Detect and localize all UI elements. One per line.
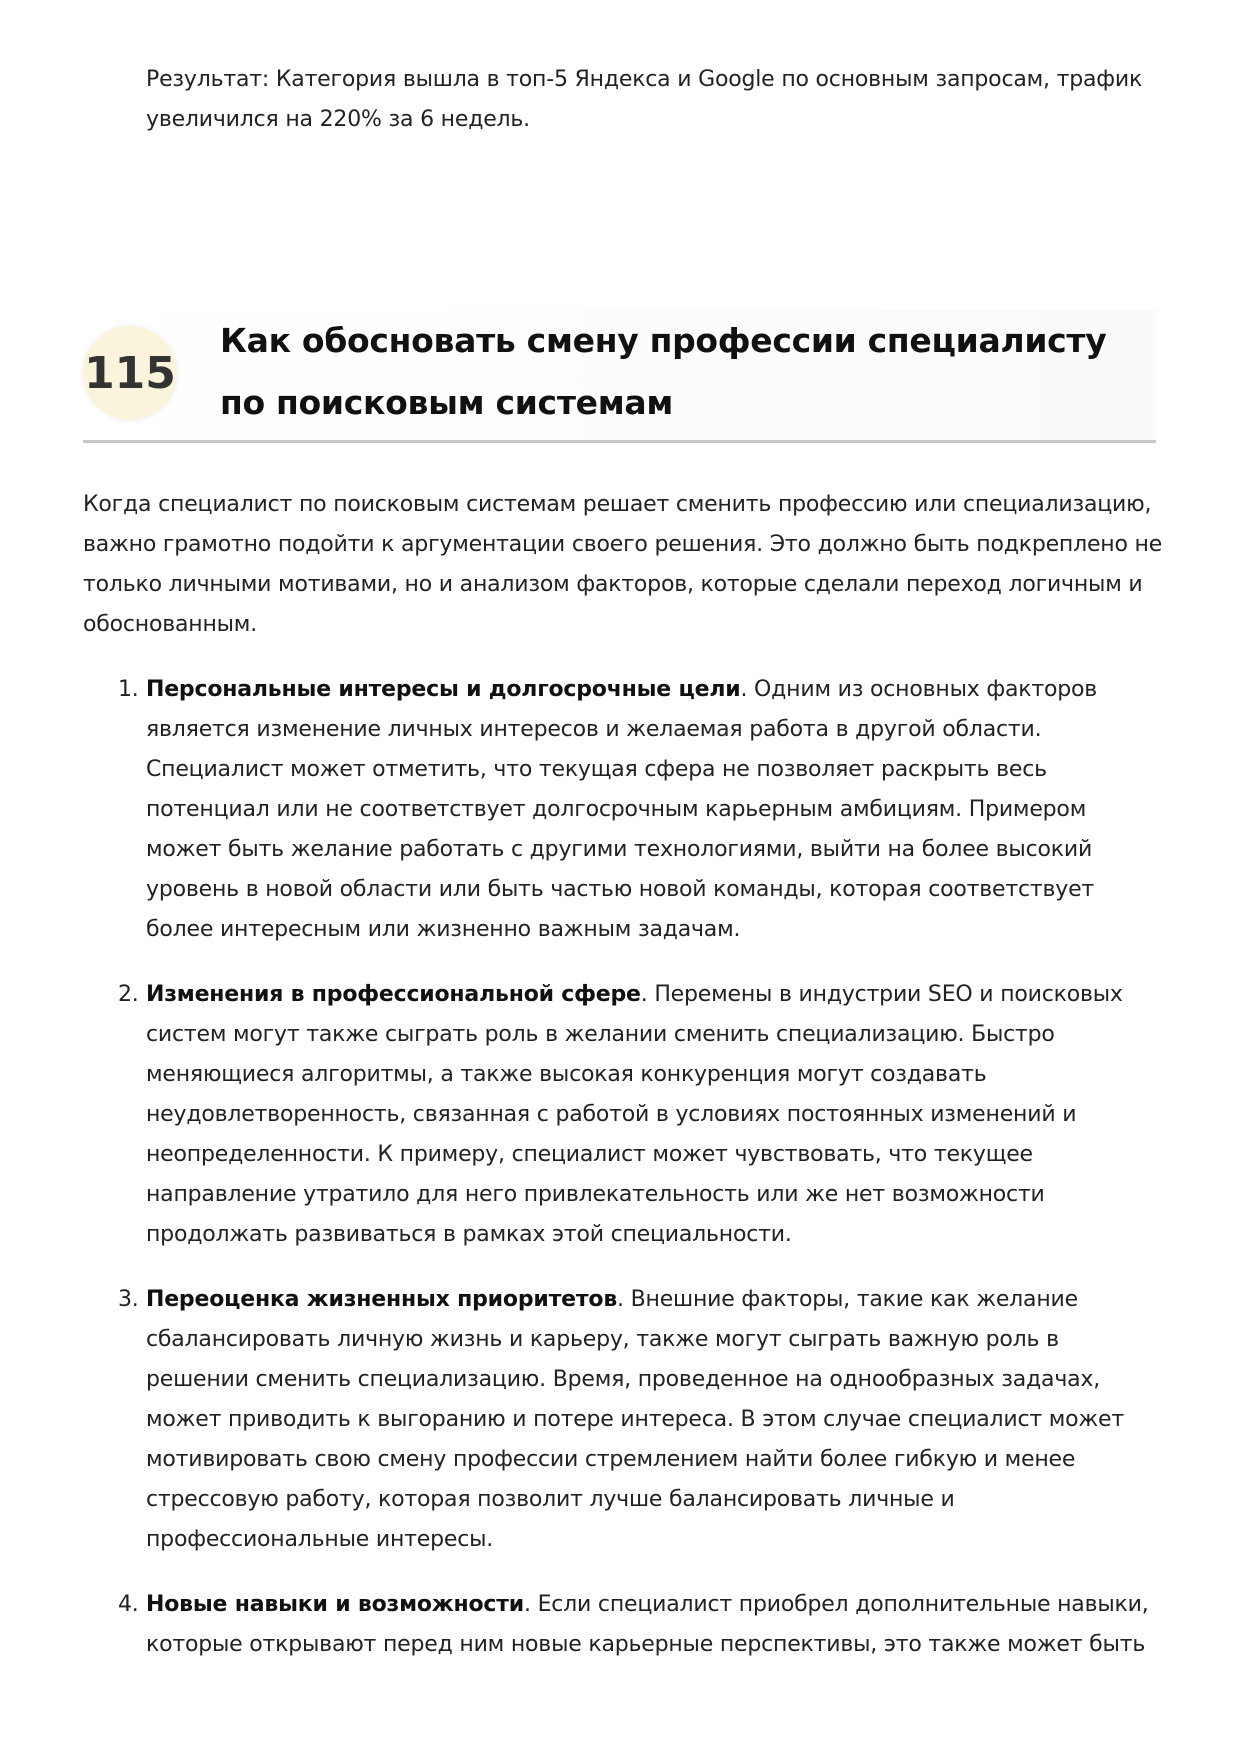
list-item-number: 1. xyxy=(118,677,139,702)
list-item-term: Переоценка жизненных приоритетов xyxy=(146,1287,618,1312)
list-item xyxy=(118,670,1156,950)
list-item-text: . Если специалист приобрел дополнительные навыки, которые открывают перед ним новые карьерные перспективы, это также может быть xyxy=(146,1592,1149,1657)
section-number-badge: 115 xyxy=(83,326,177,420)
list-item-number: 3. xyxy=(118,1287,139,1312)
list-item xyxy=(118,1585,1156,1665)
list-item-number: 4. xyxy=(118,1592,139,1617)
list-item-term: Новые навыки и возможности xyxy=(146,1592,524,1617)
list-item xyxy=(118,1280,1156,1560)
list-item-term: Изменения в профессиональной сфере xyxy=(146,982,641,1007)
list-item-text: . Внешние факторы, такие как желание сбалансировать личную жизнь и карьеру, также могут сыграть важную роль в решении сменить специализацию. Время, проведенное на однообразных задачах, может приводить к выгоранию и потере интереса. В этом случае специалист может мотивировать свою смену профессии стремлением найти более гибкую и менее стрессовую работу, которая позволит лучше балансировать личные и профессиональные интересы. xyxy=(146,1287,1124,1552)
list-item-text: . Одним из основных факторов является изменение личных интересов и желаемая работа в другой области. Специалист может отметить, что текущая сфера не позволяет раскрыть весь потенциал или не соответствует долгосрочным карьерным амбициям. Примером может быть желание работать с другими технологиями, выйти на более высокий уровень в новой области или быть частью новой команды, которая соответствует более интересным или жизненно важным задачам. xyxy=(146,677,1098,942)
lead-paragraph: Когда специалист по поисковым системам решает сменить профессию или специализацию, важно грамотно подойти к аргументации своего решения. Это должно быть подкреплено не только личными мотивами, но и анализом факторов, которые сделали переход логичным и обоснованным. xyxy=(83,492,1163,637)
list-item-text: . Перемены в индустрии SEO и поисковых систем могут также сыграть роль в желании сменить специализацию. Быстро меняющиеся алгоритмы, а также высокая конкуренция могут создавать неудовлетворенность, связанная с работой в условиях постоянных изменений и неопределенности. К примеру, специалист может чувствовать, что текущее направление утратило для него привлекательность или же нет возможности продолжать развиваться в рамках этой специальности. xyxy=(146,982,1123,1247)
factors-list xyxy=(118,670,1156,1690)
result-paragraph: Результат: Категория вышла в топ-5 Яндекса и Google по основным запросам, трафик увеличился на 220% за 6 недель. xyxy=(146,67,1143,132)
section-title: Как обосновать смену профессии специалисту по поисковым системам xyxy=(220,321,1107,422)
list-item-term: Персональные интересы и долгосрочные цели xyxy=(146,677,741,702)
section-header xyxy=(83,310,1156,443)
list-item xyxy=(118,975,1156,1255)
list-item-number: 2. xyxy=(118,982,139,1007)
